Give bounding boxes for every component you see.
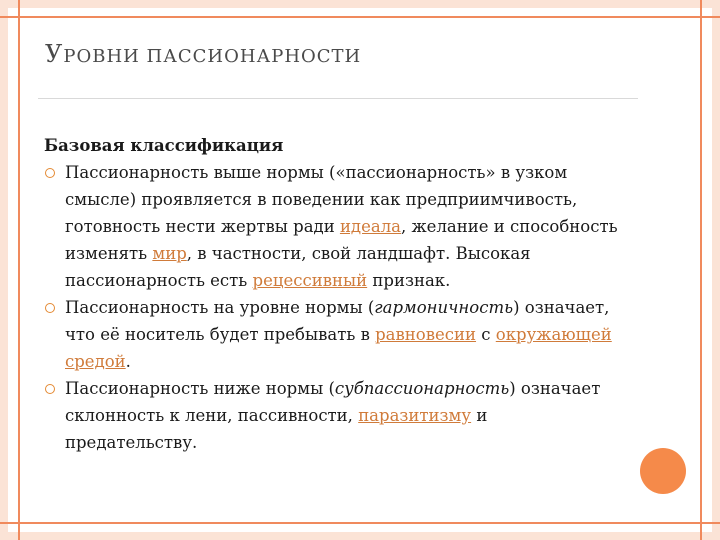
item-text: с [476,325,496,344]
decorative-orange-circle [640,448,686,494]
slide-title [45,40,361,68]
link-parasitism[interactable]: паразитизму [358,406,472,425]
item-text: , желание и способность изменять [65,217,618,263]
subheading: Базовая классификация [44,136,284,155]
item-text: ) означает склонность к лени, пассивности, [65,379,601,425]
bullet-circle-icon [45,303,55,313]
title-divider [38,98,638,99]
frame-line-bottom [0,522,720,524]
title-first-letter: У [45,40,64,68]
title-rest: РОВНИ ПАССИОНАРНОСТИ [63,46,362,67]
item-text: Пассионарность на уровне нормы ( [65,298,375,317]
slide-content [44,132,624,456]
item-text: признак. [367,271,451,290]
list-item [44,375,624,456]
frame-line-top [0,16,720,18]
item-text: и предательству. [65,406,488,452]
item-text: Пассионарность выше нормы («пассионарность» в узком смысле) проявляется в поведении как предприимчивость, готовность нести жертвы ради [65,163,578,236]
item-emphasis: гармоничность [374,298,514,317]
item-text: , в частности, свой ландшафт. Высокая пассионарность есть [65,244,531,290]
frame-line-right [700,0,702,540]
frame-line-left [18,0,20,540]
item-text: Пассионарность ниже нормы ( [65,379,335,398]
item-text: ) означает, что её носитель будет пребывать в [65,298,610,344]
link-equilibrium[interactable]: равновесии [375,325,477,344]
bullet-list [44,159,624,456]
item-text: . [125,352,131,371]
link-environment[interactable]: окружающей средой [65,325,612,371]
link-ideal[interactable]: идеала [339,217,402,236]
list-item [44,159,624,294]
item-emphasis: субпассионарность [334,379,510,398]
bullet-circle-icon [45,384,55,394]
link-mir[interactable]: мир [152,244,187,263]
list-item [44,294,624,375]
bullet-circle-icon [45,168,55,178]
link-recessive[interactable]: рецессивный [252,271,368,290]
